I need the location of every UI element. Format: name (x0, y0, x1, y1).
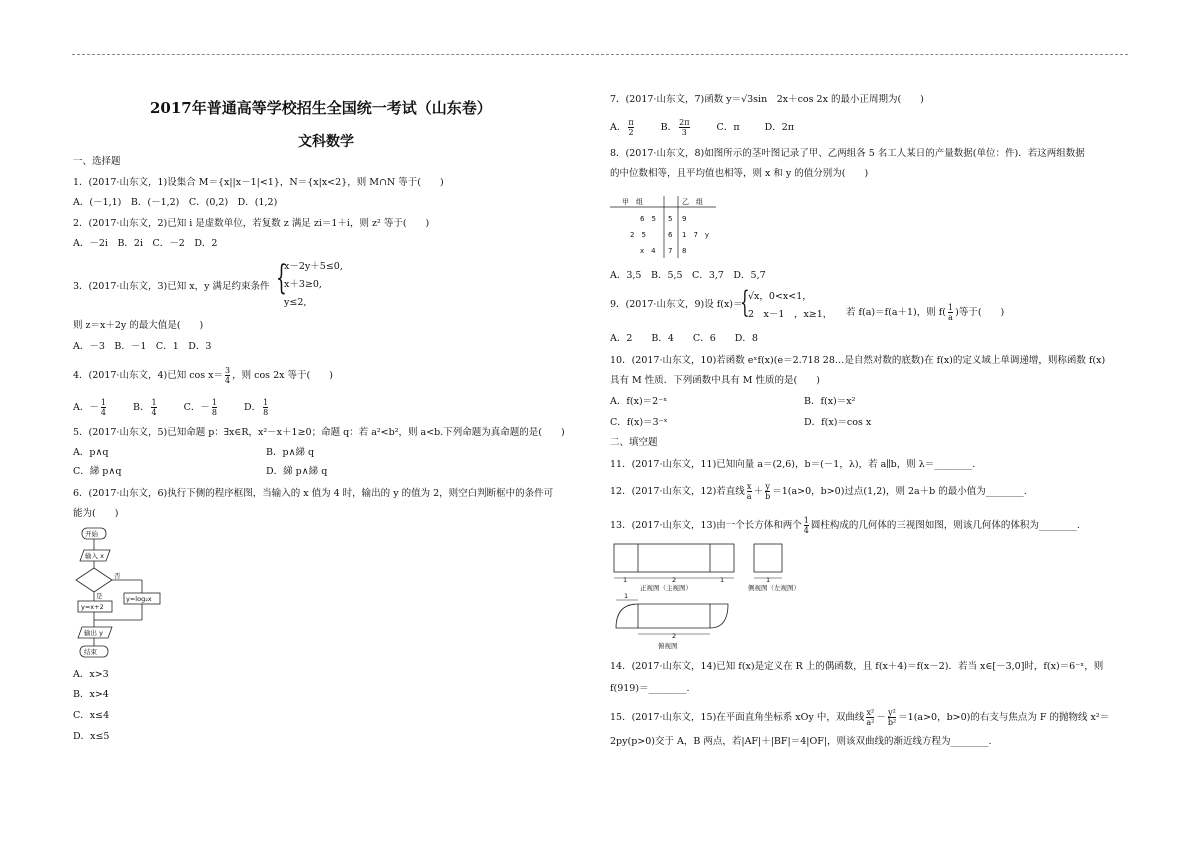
fc-input: 输入 x (85, 552, 104, 560)
page-subtitle: 文科数学 (298, 134, 354, 150)
option-6d: D．x≤5 (73, 731, 110, 742)
option-10d: D．f(x)＝cos x (804, 417, 872, 428)
question-1-options: A．(－1,1) B．(－1,2) C．(0,2) D．(1,2) (73, 197, 278, 208)
question-6-b: 能为( ) (73, 508, 119, 519)
section-heading: 一、选择题 (73, 156, 121, 167)
question-8-b: 的中位数相等，且平均值也相等，则 x 和 y 的值分别为( ) (610, 168, 869, 179)
question-2: 2．(2017·山东文，2)已知 i 是虚数单位，若复数 z 满足 zi＝1＋i，则 z² 等于( ) (73, 218, 430, 229)
question-4-options: A．－ $\frac{1}{4}$ B． $\frac{1}{4}$ C．－ $\frac{1}{8}$ D． $\frac{1}{8}$ (73, 398, 269, 417)
fc-no: 否 (114, 572, 121, 580)
stem-leaf-plot (608, 192, 718, 262)
question-14-b: f(919)＝________. (610, 683, 690, 694)
option-10a: A．f(x)＝2⁻ˣ (610, 396, 668, 407)
question-8: 8．(2017·山东文，8)如图所示的茎叶图记录了甲、乙两组各 5 名工人某日的产量数据(单位：件)．若这两组数据 (610, 148, 1085, 159)
question-9: 9．(2017·山东文，9)设 f(x)＝ (610, 299, 743, 310)
front-dim-1a: 1 (623, 576, 628, 584)
question-7: 7．(2017·山东文，7)函数 y＝√3sin 2x＋cos 2x 的最小正周期为( ) (610, 94, 924, 105)
stem-r2-left: 2 5 (630, 231, 646, 239)
top-dim-2: 2 (672, 632, 677, 640)
stem-r1-left: 6 5 (640, 215, 656, 223)
stem-head-right: 乙 组 (682, 198, 703, 206)
question-12: 12．(2017·山东文，12)若直线 $\frac{x}{a}$ ＋ $\frac{y}{b}$ ＝1(a>0，b>0)过点(1,2)，则 2a＋b 的最小值为________. (610, 482, 1027, 501)
fc-y1: y=x+2 (81, 603, 104, 611)
constraint-1: x－2y＋5≤0, (284, 261, 343, 272)
fc-y2: y=log₂x (126, 595, 152, 603)
top-view-label: 俯视图 (658, 642, 678, 650)
fc-end: 结束 (84, 648, 97, 656)
page-title: 2017年普通高等学校招生全国统一考试（山东卷） (150, 99, 492, 117)
stem-r3-stem: 7 (668, 247, 673, 255)
question-14: 14．(2017·山东文，14)已知 f(x)是定义在 R 上的偶函数，且 f(x＋4)＝f(x－2)．若当 x∈[－3,0]时，f(x)＝6⁻ˣ，则 (610, 661, 1104, 672)
question-9-options: A．2 B．4 C．6 D．8 (610, 333, 758, 344)
option-6a: A．x>3 (73, 669, 109, 680)
stem-r1-stem: 5 (668, 215, 673, 223)
header-divider (72, 54, 1128, 55)
q9-case-2: 2 x－1 ，x≥1， (748, 309, 833, 320)
question-6: 6．(2017·山东文，6)执行下侧的程序框图，当输入的 x 值为 4 时，输出的 y 的值为 2，则空白判断框中的条件可 (73, 488, 554, 499)
question-1: 1．(2017·山东文，1)设集合 M＝{x||x－1|<1}，N＝{x|x<2}，则 M∩N 等于( ) (73, 177, 444, 188)
constraint-2: x＋3≥0, (284, 279, 322, 290)
question-10: 10．(2017·山东文，10)若函数 eˣf(x)(e＝2.718 28…是自然对数的底数)在 f(x)的定义域上单调递增，则称函数 f(x) (610, 355, 1106, 366)
stem-head-left: 甲 组 (622, 198, 643, 206)
option-5b: B．p∧綈 q (266, 447, 315, 458)
brace: { (276, 258, 287, 298)
question-8-options: A．3,5 B．5,5 C．3,7 D．5,7 (610, 270, 766, 281)
stem-r1-right: 9 (682, 215, 687, 223)
fc-output: 输出 y (84, 629, 103, 637)
question-5: 5．(2017·山东文，5)已知命题 p：∃x∈R，x²－x＋1≥0；命题 q：若 a²<b²，则 a<b.下列命题为真命题的是( ) (73, 427, 565, 438)
flowchart (70, 524, 190, 664)
option-6b: B．x>4 (73, 689, 109, 700)
question-10-b: 具有 M 性质．下列函数中具有 M 性质的是( ) (610, 375, 820, 386)
option-6c: C．x≤4 (73, 710, 110, 721)
question-3-b: 则 z＝x＋2y 的最大值是( ) (73, 320, 204, 331)
stem-r2-right: 1 7 y (682, 231, 710, 239)
fc-start: 开始 (85, 530, 98, 538)
question-2-options: A．－2i B．2i C．－2 D．2 (73, 238, 218, 249)
question-4: 4．(2017·山东文，4)已知 cos x＝ $\frac{3}{4}$ ，则 cos 2x 等于( ) (73, 366, 333, 385)
question-3: 3．(2017·山东文，3)已知 x，y 满足约束条件 (73, 281, 270, 292)
front-dim-1b: 1 (720, 576, 725, 584)
question-7-options: A． $\frac{\pi}{2}$ B． $\frac{2\pi}{3}$ C．π D．2π (610, 118, 794, 137)
option-10c: C．f(x)＝3⁻ˣ (610, 417, 668, 428)
three-view-diagram (608, 538, 848, 656)
front-dim-2: 2 (672, 576, 677, 584)
question-9-b: 若 f(a)＝f(a＋1)，则 f( $\frac{1}{a}$ )等于( ) (846, 303, 1005, 322)
option-5c: C．綈 p∧q (73, 466, 122, 477)
question-15: 15．(2017·山东文，15)在平面直角坐标系 xOy 中，双曲线 $\frac{\text{x²}}{\text{a²}}$ － $\frac{\text{y²}}{\text{b²}}$ ＝1(a>0，b>0)的右支与焦点为 F 的抛物线 x²＝ (610, 708, 1110, 727)
question-15-b: 2py(p>0)交于 A，B 两点，若|AF|＋|BF|＝4|OF|，则该双曲线的渐近线方程为________. (610, 736, 992, 747)
fc-yes: 是 (96, 592, 103, 600)
question-13: 13．(2017·山东文，13)由一个长方体和两个 $\frac{1}{4}$ 圆柱构成的几何体的三视图如图，则该几何体的体积为________. (610, 516, 1080, 535)
brace: { (740, 285, 750, 320)
option-10b: B．f(x)＝x² (804, 396, 856, 407)
question-11: 11．(2017·山东文，11)已知向量 a＝(2,6)，b＝(－1，λ)，若 a∥b，则 λ＝________. (610, 459, 976, 470)
option-5a: A．p∧q (73, 447, 109, 458)
side-view-label: 侧视图（左视图） (748, 584, 800, 592)
stem-r3-left: x 4 (640, 247, 656, 255)
q9-case-1: √x，0<x<1， (748, 291, 812, 302)
front-view-label: 正视图（主视图） (640, 584, 692, 592)
stem-r3-right: 8 (682, 247, 687, 255)
option-5d: D．綈 p∧綈 q (266, 466, 328, 477)
stem-r2-stem: 6 (668, 231, 673, 239)
top-dim-1: 1 (624, 592, 629, 600)
section-heading-2: 二、填空题 (610, 437, 658, 448)
side-dim-1: 1 (766, 576, 771, 584)
constraint-3: y≤2, (284, 297, 307, 308)
question-3-options: A．－3 B．－1 C．1 D．3 (73, 341, 212, 352)
